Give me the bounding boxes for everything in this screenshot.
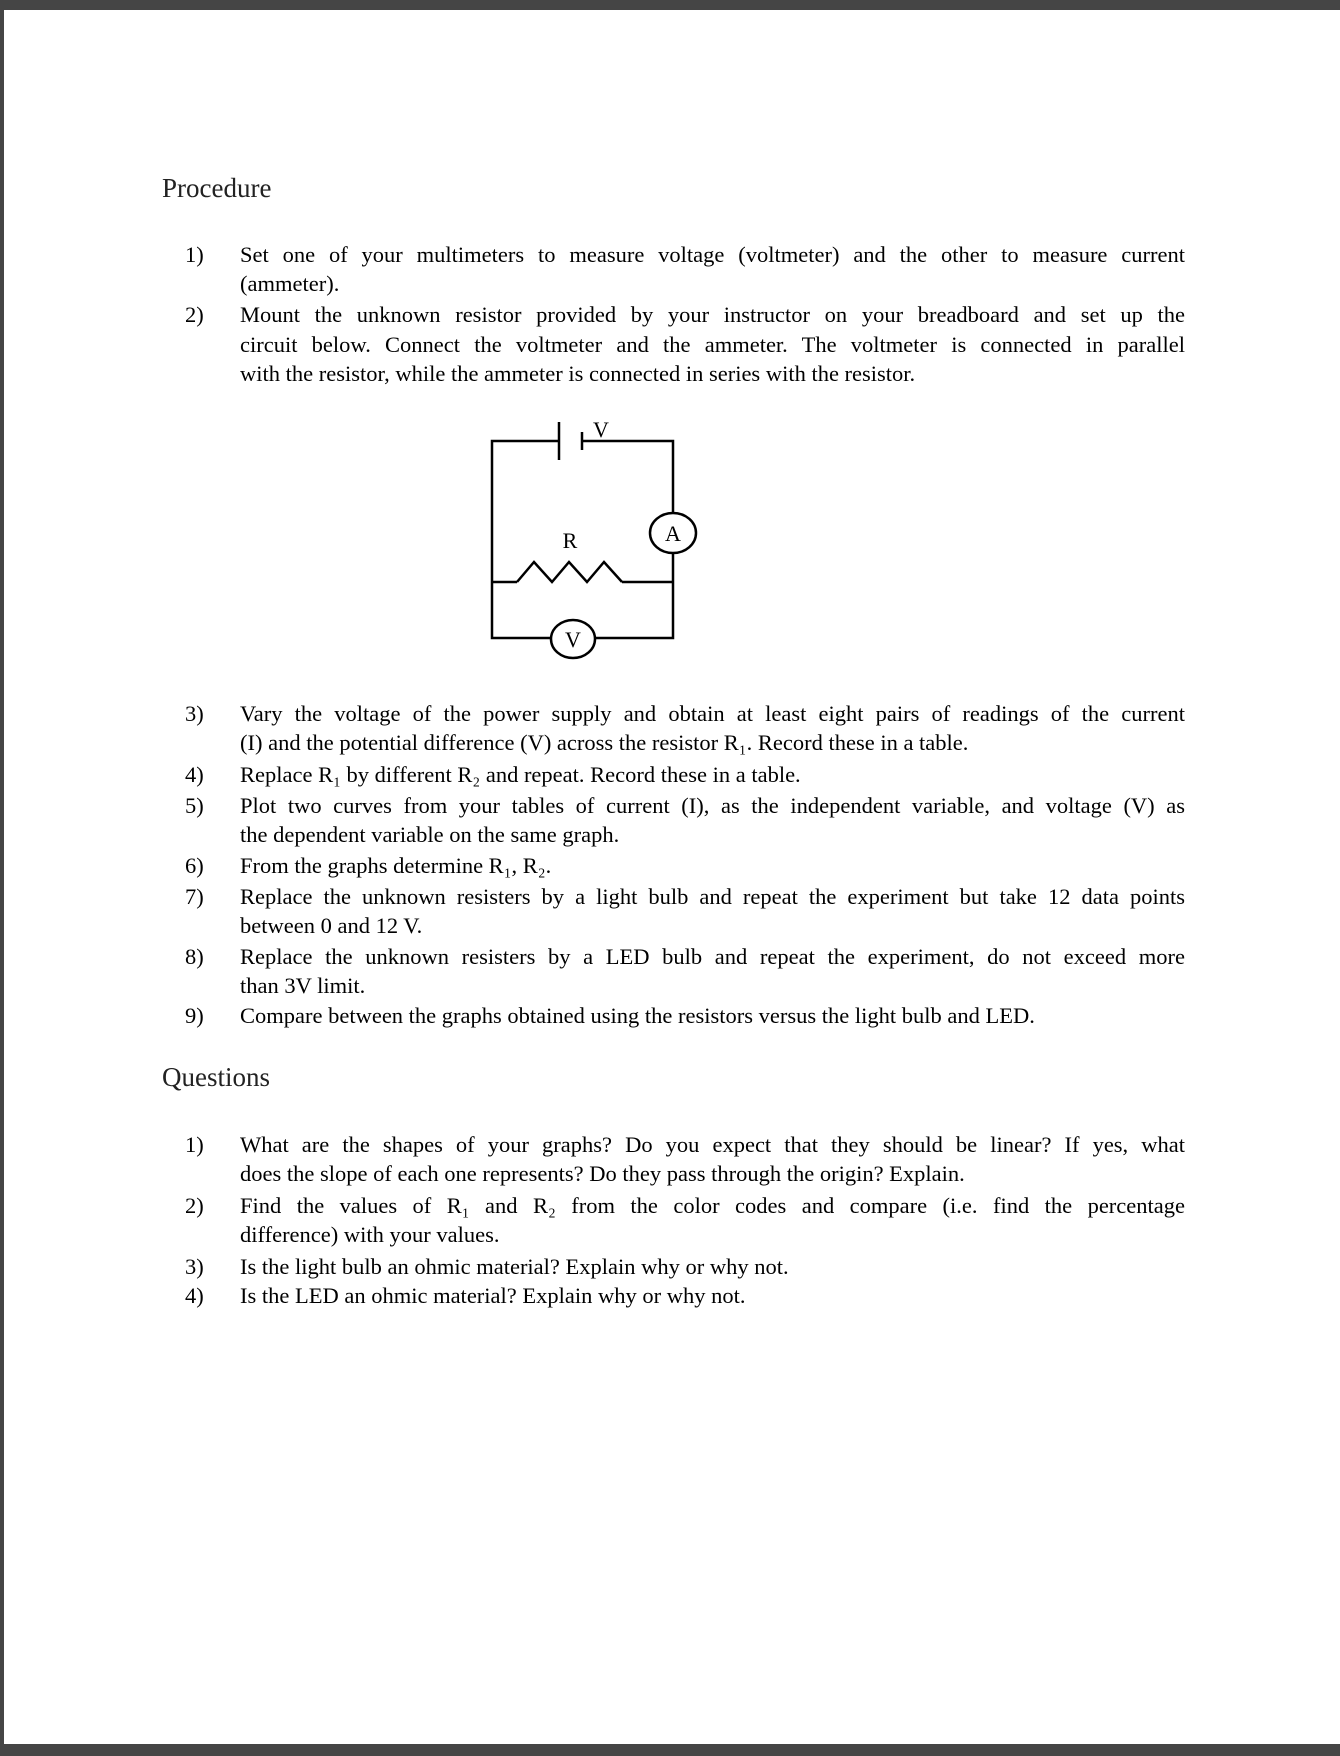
list-item-number: 3) <box>185 1254 204 1279</box>
list-item-text-line: (ammeter). <box>240 271 340 296</box>
list-item-number: 2) <box>185 302 204 327</box>
list-item-number: 2) <box>185 1193 204 1218</box>
list-item-number: 3) <box>185 701 204 726</box>
list-item-number: 1) <box>185 242 204 267</box>
list-item-number: 4) <box>185 762 204 787</box>
document-page <box>4 10 1340 1744</box>
list-item-text-line: Compare between the graphs obtained using the resistors versus the light bulb and LED. <box>240 1003 1035 1028</box>
circuit-diagram <box>4 10 1340 710</box>
list-item-text-line: with the resistor, while the ammeter is connected in series with the resistor. <box>240 361 916 386</box>
list-item-text-line: Is the light bulb an ohmic material? Explain why or why not. <box>240 1254 789 1279</box>
ammeter-label: A <box>665 521 681 546</box>
list-item-text-line: Plot two curves from your tables of current (I), as the independent variable, and voltage (V) as <box>240 793 1185 818</box>
source-label: V <box>593 417 609 442</box>
list-item-text-line: the dependent variable on the same graph. <box>240 822 620 847</box>
list-item-text-line: What are the shapes of your graphs? Do you expect that they should be linear? If yes, what <box>240 1132 1185 1157</box>
list-item-text-line: Replace the unknown resisters by a light bulb and repeat the experiment but take 12 data points <box>240 884 1185 909</box>
list-item-text-line: Mount the unknown resistor provided by your instructor on your breadboard and set up the <box>240 302 1185 327</box>
list-item-text-line: difference) with your values. <box>240 1222 500 1247</box>
list-item-text-line: does the slope of each one represents? Do they pass through the origin? Explain. <box>240 1161 965 1186</box>
voltmeter-label: V <box>565 627 581 652</box>
list-item-text-line: than 3V limit. <box>240 973 366 998</box>
list-item-text-line: circuit below. Connect the voltmeter and the ammeter. The voltmeter is connected in parallel <box>240 332 1185 357</box>
list-item-text-line: Vary the voltage of the power supply and obtain at least eight pairs of readings of the current <box>240 701 1185 726</box>
list-item-number: 4) <box>185 1283 204 1308</box>
list-item-number: 9) <box>185 1003 204 1028</box>
list-item-number: 8) <box>185 944 204 969</box>
circuit-wire <box>492 441 673 638</box>
list-item-number: 5) <box>185 793 204 818</box>
list-item-text-line: Is the LED an ohmic material? Explain why or why not. <box>240 1283 746 1308</box>
resistor-zigzag <box>517 562 622 582</box>
procedure-heading: Procedure <box>162 173 272 203</box>
list-item-number: 1) <box>185 1132 204 1157</box>
list-item-text-line: Replace the unknown resisters by a LED bulb and repeat the experiment, do not exceed more <box>240 944 1185 969</box>
list-item-text-line: Set one of your multimeters to measure voltage (voltmeter) and the other to measure current <box>240 242 1185 267</box>
list-item-text-line: between 0 and 12 V. <box>240 913 423 938</box>
resistor-label: R <box>562 528 578 553</box>
list-item-number: 7) <box>185 884 204 909</box>
questions-heading: Questions <box>162 1062 270 1092</box>
list-item-text-line: Find the values of R₁ and R₂ from the color codes and compare (i.e. find the percentage <box>240 1193 1185 1218</box>
list-item-text-line: From the graphs determine R₁, R₂. <box>240 853 552 878</box>
list-item-number: 6) <box>185 853 204 878</box>
list-item-text-line: (I) and the potential difference (V) across the resistor R₁. Record these in a table. <box>240 730 969 755</box>
list-item-text-line: Replace R₁ by different R₂ and repeat. Record these in a table. <box>240 762 801 787</box>
